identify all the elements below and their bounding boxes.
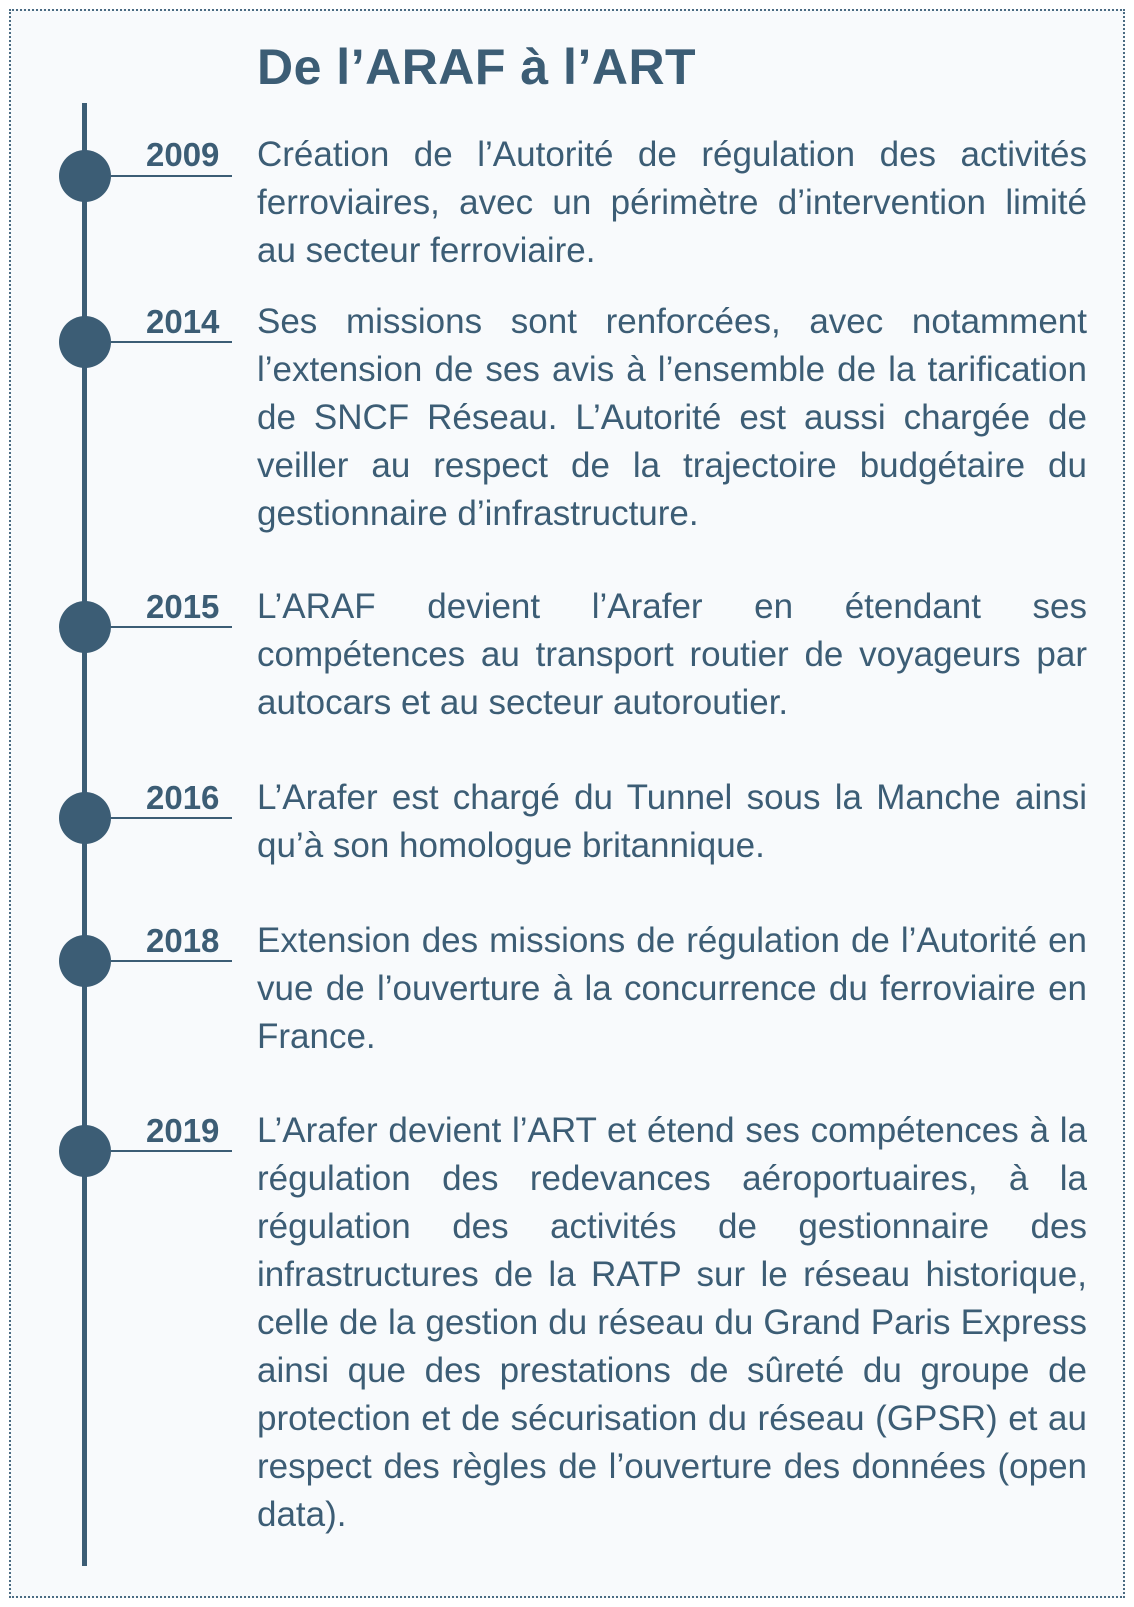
timeline-year: 2016 [146, 779, 220, 816]
timeline-dot [59, 1125, 111, 1177]
timeline-year: 2014 [146, 303, 220, 340]
timeline-text: Création de l’Autorité de régulation des activités ferroviaires, avec un périmètre d’intervention limité au secteur ferroviaire. [257, 135, 1087, 270]
timeline-text: L’ARAF devient l’Arafer en étendant ses compétences au transport routier de voyageurs par autocars et au secteur autoroutier. [257, 587, 1087, 722]
timeline-dot [59, 601, 111, 653]
timeline-dot [59, 316, 111, 368]
timeline-year: 2019 [146, 1112, 220, 1149]
timeline-text: Ses missions sont renforcées, avec notamment l’extension de ses avis à l’ensemble de la tarification de SNCF Réseau. L’Autorité est aussi chargée de veiller au respect de la trajectoire budgétaire du gestionnaire d’infrastructure. [257, 302, 1087, 533]
timeline-year: 2009 [146, 136, 220, 173]
timeline-text: L’Arafer devient l’ART et étend ses compétences à la régulation des redevances aéroportuaires, à la régulation des activités de gestionnaire des infrastructures de la RATP sur le réseau historique, celle de la gestion du réseau du Grand Paris Express ainsi que des prestations de sûreté du groupe de protection et de sécurisation du réseau (GPSR) et au respect des règles de l’ouverture des données (open data). [257, 1111, 1087, 1534]
timeline-dot [59, 792, 111, 844]
timeline-year: 2018 [146, 922, 220, 959]
timeline-dot [59, 935, 111, 987]
timeline-year: 2015 [146, 588, 220, 625]
timeline-dot [59, 150, 111, 202]
timeline-text: L’Arafer est chargé du Tunnel sous la Manche ainsi qu’à son homologue britannique. [257, 778, 1087, 865]
timeline-text: Extension des missions de régulation de l’Autorité en vue de l’ouverture à la concurrence du ferroviaire en France. [257, 921, 1087, 1056]
page-title: De l’ARAF à l’ART [257, 39, 697, 95]
